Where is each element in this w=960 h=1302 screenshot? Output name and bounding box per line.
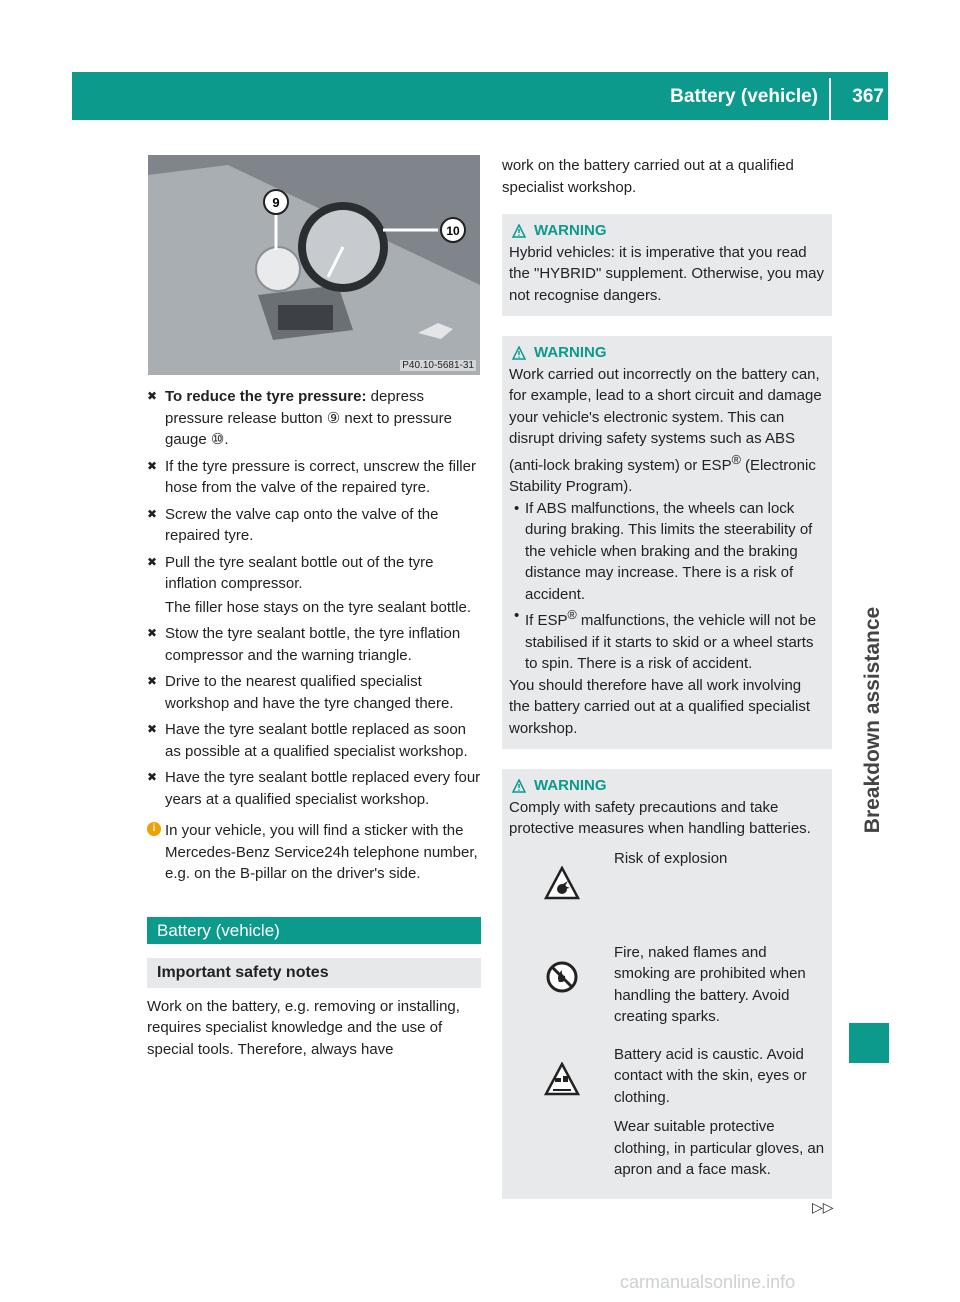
step-replace-asap: [147, 719, 481, 762]
warning-box-battery-work: [502, 336, 832, 749]
side-tab-label: Breakdown assistance: [861, 606, 884, 834]
step-text: Have the tyre sealant bottle replaced as soon as possible at a qualified specialist workshop.: [165, 721, 468, 760]
symbol-text: Battery acid is caustic. Avoid contact with the skin, eyes or clothing.: [614, 1045, 807, 1106]
step-text: Screw the valve cap onto the valve of the repaired tyre.: [165, 505, 439, 544]
bullet-text: If ESP: [525, 612, 568, 629]
right-column: [502, 155, 832, 1219]
step-arrow-icon: ✖: [147, 674, 158, 688]
step-text: Drive to the nearest qualified specialist workshop and have the tyre changed there.: [165, 673, 454, 712]
callout-9: 9: [272, 195, 280, 210]
registered-mark: ®: [567, 608, 577, 622]
page-number: 367: [852, 86, 884, 107]
step-text: depress pressure release button ⑨ next to pressure gauge ⑩.: [165, 388, 452, 448]
step-arrow-icon: ✖: [147, 554, 158, 569]
compressor-illustration: [148, 155, 480, 375]
info-note: [147, 820, 481, 885]
step-text: Stow the tyre sealant bottle, the tyre inflation compressor and the warning triangle.: [165, 625, 461, 664]
registered-mark: ®: [731, 452, 741, 467]
step-arrow-icon: ✖: [147, 722, 158, 736]
info-text: In your vehicle, you will find a sticker with the Mercedes-Benz Service24h telephone number, e.g. on the B-pillar on the driver's side.: [165, 822, 478, 882]
step-reduce-pressure: [147, 386, 481, 451]
figure-compressor-gauge: [148, 155, 480, 375]
step-pull-bottle: [147, 552, 481, 595]
step-drive: [147, 671, 481, 714]
right-intro: work on the battery carried out at a qualified specialist workshop.: [502, 157, 794, 196]
step-arrow-icon: ✖: [147, 626, 158, 640]
side-tab: [828, 520, 918, 920]
header-divider: [829, 78, 831, 120]
header-title: Battery (vehicle): [670, 86, 818, 107]
warning-triangle-icon: [512, 779, 526, 793]
warning-text: Hybrid vehicles: it is imperative that you read the "HYBRID" supplement. Otherwise, you may not recognise dangers.: [509, 243, 824, 304]
subsection-title: Important safety notes: [147, 958, 481, 988]
callout-10: 10: [446, 224, 460, 238]
step-arrow-icon: ✖: [147, 458, 158, 473]
warning-text: [509, 364, 825, 498]
warning-triangle-icon: [512, 346, 526, 360]
figure-code: P40.10-5681-31: [402, 360, 474, 371]
warning-bullet: • If ESP® malfunctions, the vehicle will not be stabilised if it starts to skid or a wheel starts to spin. There is a risk of accident.: [514, 607, 817, 672]
header-bar: [72, 72, 888, 120]
watermark: carmanualsonline.info: [620, 1272, 796, 1292]
step-replace-four-years: [147, 767, 481, 810]
no-fire-icon: [545, 960, 579, 994]
warning-box-hybrid: [502, 214, 832, 316]
intro-text: Work on the battery, e.g. removing or installing, requires specialist knowledge and the use of special tools. Therefore, always have: [147, 997, 460, 1058]
warning-header: [509, 342, 825, 364]
symbol-row-corrosive: [509, 1044, 825, 1189]
step-text: Pull the tyre sealant bottle out of the tyre inflation compressor.: [165, 553, 434, 592]
left-column: [147, 386, 481, 1060]
symbol-text: Fire, naked flames and smoking are prohibited when handling the battery. Avoid creating sparks.: [614, 943, 806, 1025]
warning-triangle-icon: [512, 224, 526, 238]
step-text: If the tyre pressure is correct, unscrew the filler hose from the valve of the repaired tyre.: [165, 457, 476, 496]
step-note: The filler hose stays on the tyre sealant bottle.: [165, 598, 471, 616]
bullet-text: If ABS malfunctions, the wheels can lock during braking. This limits the steerability of the vehicle when braking and the braking distance may increase. There is a risk of accident.: [525, 499, 813, 603]
step-arrow-icon: ✖: [147, 506, 158, 521]
warning-label: WARNING: [534, 777, 607, 794]
warning-header: [509, 775, 825, 797]
corrosive-warning-icon: [544, 1062, 580, 1098]
warning-tail: You should therefore have all work involving the battery carried out at a qualified specialist workshop.: [509, 676, 811, 737]
warning-header: [509, 220, 825, 242]
section-title: Battery (vehicle): [147, 917, 481, 945]
bullet-text: malfunctions, the vehicle will not be stabilised if it starts to skid or a wheel starts to spin. There is a risk of accident.: [525, 612, 817, 672]
step-arrow-icon: ✖: [147, 770, 158, 784]
warning-label: WARNING: [534, 344, 607, 361]
symbol-text: Risk of explosion: [614, 849, 728, 867]
side-tab-marker: [849, 1023, 889, 1063]
step-arrow-icon: ✖: [147, 389, 158, 403]
continue-mark-icon: ▷▷: [812, 1199, 834, 1215]
warning-text: Comply with safety precautions and take protective measures when handling batteries.: [509, 798, 811, 837]
step-unscrew-hose: [147, 456, 481, 499]
warning-text-part: Work carried out incorrectly on the battery can, for example, lead to a short circuit and damage your vehicle's electronic system. This can disrupt driving safety systems such as ABS (anti-lock braking system) or ESP: [509, 365, 822, 474]
step-screw-cap: [147, 504, 481, 547]
step-text: Have the tyre sealant bottle replaced every four years at a qualified specialist workshop.: [165, 769, 481, 808]
warning-text-part: (Electronic Stability Program).: [509, 456, 816, 495]
warning-label: WARNING: [534, 222, 607, 239]
step-stow: [147, 623, 481, 666]
warning-box-battery-handling: [502, 769, 832, 1199]
explosion-warning-icon: [544, 866, 580, 902]
symbol-row-explosion: [509, 848, 825, 902]
info-icon: i: [147, 822, 161, 836]
warning-bullet: • If ABS malfunctions, the wheels can lock during braking. This limits the steerability of the vehicle when braking and the braking distance may increase. There is a risk of accident.: [514, 499, 813, 603]
symbol-text: Wear suitable protective clothing, in particular gloves, an apron and a face mask.: [614, 1118, 825, 1178]
symbol-row-no-fire: [509, 942, 825, 1036]
step-bold: To reduce the tyre pressure:: [165, 388, 367, 405]
